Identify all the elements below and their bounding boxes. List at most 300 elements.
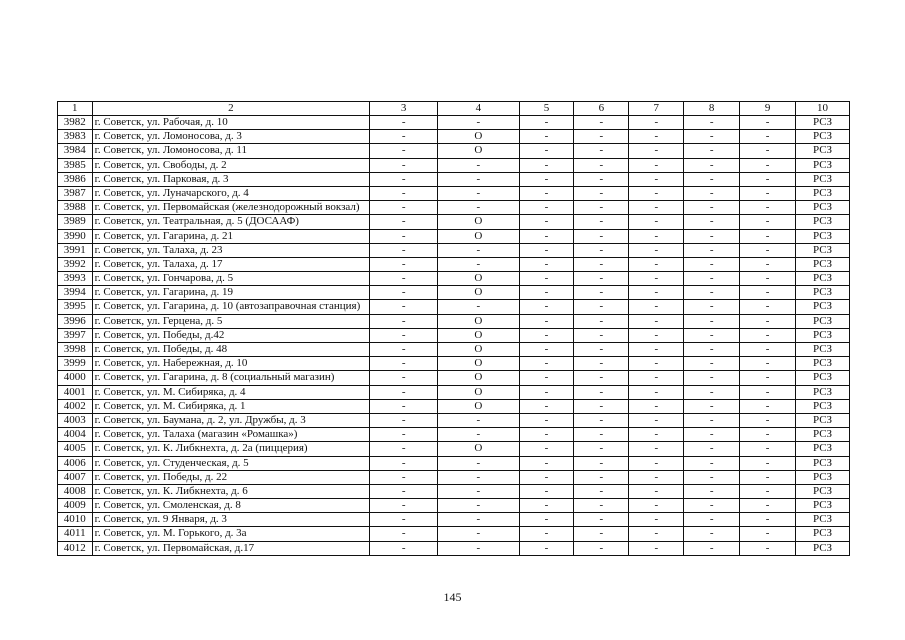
zone-code-cell: РСЗ bbox=[796, 300, 850, 314]
mark-cell: - bbox=[629, 243, 684, 257]
mark-cell: - bbox=[574, 243, 629, 257]
zone-code-cell: РСЗ bbox=[796, 172, 850, 186]
mark-cell: - bbox=[740, 272, 796, 286]
zone-code-cell: РСЗ bbox=[796, 499, 850, 513]
mark-cell: - bbox=[629, 215, 684, 229]
mark-cell: О bbox=[438, 385, 519, 399]
row-number: 3994 bbox=[58, 286, 93, 300]
mark-cell: - bbox=[519, 385, 574, 399]
mark-cell: - bbox=[370, 470, 438, 484]
mark-cell: О bbox=[438, 314, 519, 328]
zone-code-cell: РСЗ bbox=[796, 513, 850, 527]
mark-cell: - bbox=[370, 527, 438, 541]
mark-cell: О bbox=[438, 343, 519, 357]
row-number: 3989 bbox=[58, 215, 93, 229]
mark-cell: - bbox=[519, 272, 574, 286]
mark-cell: - bbox=[684, 456, 740, 470]
mark-cell: - bbox=[574, 300, 629, 314]
mark-cell: - bbox=[740, 527, 796, 541]
zone-code-cell: РСЗ bbox=[796, 158, 850, 172]
mark-cell: О bbox=[438, 272, 519, 286]
mark-cell: - bbox=[574, 286, 629, 300]
table-row bbox=[58, 172, 850, 186]
mark-cell: - bbox=[438, 499, 519, 513]
mark-cell: - bbox=[370, 442, 438, 456]
zone-code-cell: РСЗ bbox=[796, 286, 850, 300]
mark-cell: - bbox=[519, 357, 574, 371]
mark-cell: - bbox=[684, 413, 740, 427]
mark-cell: - bbox=[684, 442, 740, 456]
mark-cell: - bbox=[574, 470, 629, 484]
mark-cell: - bbox=[574, 357, 629, 371]
address-cell: г. Советск, ул. Рабочая, д. 10 bbox=[92, 116, 370, 130]
column-header: 7 bbox=[629, 102, 684, 116]
mark-cell: - bbox=[370, 201, 438, 215]
mark-cell: - bbox=[370, 428, 438, 442]
row-number: 3999 bbox=[58, 357, 93, 371]
mark-cell: - bbox=[684, 428, 740, 442]
mark-cell: - bbox=[684, 172, 740, 186]
mark-cell: - bbox=[519, 399, 574, 413]
zone-code-cell: РСЗ bbox=[796, 201, 850, 215]
table-row bbox=[58, 328, 850, 342]
mark-cell: - bbox=[684, 484, 740, 498]
mark-cell: - bbox=[519, 229, 574, 243]
table-row bbox=[58, 130, 850, 144]
mark-cell: - bbox=[519, 300, 574, 314]
row-number: 3987 bbox=[58, 186, 93, 200]
mark-cell: - bbox=[740, 357, 796, 371]
row-number: 3991 bbox=[58, 243, 93, 257]
mark-cell: - bbox=[740, 158, 796, 172]
address-cell: г. Советск, ул. Победы, д.42 bbox=[92, 328, 370, 342]
mark-cell: - bbox=[629, 385, 684, 399]
mark-cell: - bbox=[740, 300, 796, 314]
mark-cell: - bbox=[629, 130, 684, 144]
mark-cell: - bbox=[370, 385, 438, 399]
mark-cell: - bbox=[629, 527, 684, 541]
address-cell: г. Советск, ул. Талаха, д. 17 bbox=[92, 257, 370, 271]
mark-cell: - bbox=[574, 428, 629, 442]
address-cell: г. Советск, ул. Победы, д. 22 bbox=[92, 470, 370, 484]
mark-cell: - bbox=[629, 541, 684, 555]
table-row bbox=[58, 499, 850, 513]
mark-cell: - bbox=[519, 286, 574, 300]
mark-cell: - bbox=[740, 328, 796, 342]
mark-cell: - bbox=[629, 300, 684, 314]
address-cell: г. Советск, ул. Свободы, д. 2 bbox=[92, 158, 370, 172]
mark-cell: - bbox=[740, 215, 796, 229]
mark-cell: - bbox=[629, 456, 684, 470]
mark-cell: - bbox=[740, 541, 796, 555]
table-row bbox=[58, 243, 850, 257]
mark-cell: - bbox=[519, 158, 574, 172]
zone-code-cell: РСЗ bbox=[796, 144, 850, 158]
row-number: 4009 bbox=[58, 499, 93, 513]
mark-cell: - bbox=[370, 144, 438, 158]
mark-cell: - bbox=[519, 144, 574, 158]
mark-cell: - bbox=[519, 328, 574, 342]
row-number: 4010 bbox=[58, 513, 93, 527]
zone-code-cell: РСЗ bbox=[796, 428, 850, 442]
mark-cell: - bbox=[629, 470, 684, 484]
mark-cell: - bbox=[370, 286, 438, 300]
address-cell: г. Советск, ул. Баумана, д. 2, ул. Дружбы, д. 3 bbox=[92, 413, 370, 427]
mark-cell: - bbox=[629, 328, 684, 342]
address-cell: г. Советск, ул. К. Либкнехта, д. 6 bbox=[92, 484, 370, 498]
zone-code-cell: РСЗ bbox=[796, 456, 850, 470]
zone-code-cell: РСЗ bbox=[796, 484, 850, 498]
mark-cell: - bbox=[370, 328, 438, 342]
row-number: 4004 bbox=[58, 428, 93, 442]
address-cell: г. Советск, ул. Ломоносова, д. 3 bbox=[92, 130, 370, 144]
row-number: 4003 bbox=[58, 413, 93, 427]
table-header-row bbox=[58, 102, 850, 116]
mark-cell: - bbox=[370, 272, 438, 286]
table-row bbox=[58, 186, 850, 200]
table-row bbox=[58, 144, 850, 158]
mark-cell: - bbox=[629, 172, 684, 186]
mark-cell: - bbox=[438, 158, 519, 172]
table-row bbox=[58, 385, 850, 399]
mark-cell: - bbox=[519, 456, 574, 470]
mark-cell: О bbox=[438, 328, 519, 342]
address-cell: г. Советск, ул. Луначарского, д. 4 bbox=[92, 186, 370, 200]
mark-cell: - bbox=[519, 442, 574, 456]
mark-cell: - bbox=[740, 116, 796, 130]
mark-cell: - bbox=[684, 399, 740, 413]
table-row bbox=[58, 158, 850, 172]
mark-cell: - bbox=[574, 229, 629, 243]
mark-cell: - bbox=[574, 513, 629, 527]
table-row bbox=[58, 513, 850, 527]
mark-cell: - bbox=[740, 343, 796, 357]
mark-cell: - bbox=[438, 428, 519, 442]
mark-cell: - bbox=[370, 499, 438, 513]
row-number: 3995 bbox=[58, 300, 93, 314]
mark-cell: - bbox=[629, 158, 684, 172]
mark-cell: - bbox=[370, 116, 438, 130]
mark-cell: - bbox=[684, 314, 740, 328]
mark-cell: - bbox=[574, 328, 629, 342]
zone-code-cell: РСЗ bbox=[796, 399, 850, 413]
address-cell: г. Советск, ул. Парковая, д. 3 bbox=[92, 172, 370, 186]
zone-code-cell: РСЗ bbox=[796, 314, 850, 328]
mark-cell: О bbox=[438, 229, 519, 243]
mark-cell: - bbox=[519, 541, 574, 555]
zone-code-cell: РСЗ bbox=[796, 186, 850, 200]
mark-cell: - bbox=[438, 470, 519, 484]
mark-cell: - bbox=[574, 413, 629, 427]
table-row bbox=[58, 399, 850, 413]
table-row bbox=[58, 286, 850, 300]
mark-cell: - bbox=[740, 257, 796, 271]
table-row bbox=[58, 343, 850, 357]
address-cell: г. Советск, ул. Театральная, д. 5 (ДОСААФ) bbox=[92, 215, 370, 229]
mark-cell: - bbox=[740, 201, 796, 215]
mark-cell: - bbox=[519, 243, 574, 257]
mark-cell: - bbox=[629, 286, 684, 300]
mark-cell: - bbox=[519, 201, 574, 215]
mark-cell: - bbox=[684, 286, 740, 300]
address-cell: г. Советск, ул. Гагарина, д. 8 (социальный магазин) bbox=[92, 371, 370, 385]
data-table bbox=[57, 101, 850, 556]
mark-cell: - bbox=[574, 314, 629, 328]
table-row bbox=[58, 456, 850, 470]
table-row bbox=[58, 201, 850, 215]
table-row bbox=[58, 357, 850, 371]
mark-cell: - bbox=[574, 371, 629, 385]
mark-cell: - bbox=[629, 484, 684, 498]
mark-cell: - bbox=[684, 215, 740, 229]
mark-cell: - bbox=[438, 257, 519, 271]
mark-cell: - bbox=[519, 314, 574, 328]
mark-cell: - bbox=[740, 286, 796, 300]
mark-cell: - bbox=[684, 116, 740, 130]
mark-cell: - bbox=[519, 215, 574, 229]
mark-cell: - bbox=[370, 343, 438, 357]
mark-cell: - bbox=[684, 272, 740, 286]
mark-cell: - bbox=[684, 130, 740, 144]
mark-cell: - bbox=[438, 527, 519, 541]
mark-cell: - bbox=[574, 399, 629, 413]
mark-cell: - bbox=[370, 158, 438, 172]
mark-cell: - bbox=[519, 116, 574, 130]
row-number: 3986 bbox=[58, 172, 93, 186]
column-header: 2 bbox=[92, 102, 370, 116]
row-number: 4008 bbox=[58, 484, 93, 498]
mark-cell: О bbox=[438, 442, 519, 456]
zone-code-cell: РСЗ bbox=[796, 357, 850, 371]
mark-cell: - bbox=[370, 513, 438, 527]
address-cell: г. Советск, ул. М. Сибиряка, д. 4 bbox=[92, 385, 370, 399]
address-cell: г. Советск, ул. Смоленская, д. 8 bbox=[92, 499, 370, 513]
row-number: 4012 bbox=[58, 541, 93, 555]
table-row bbox=[58, 484, 850, 498]
mark-cell: - bbox=[684, 229, 740, 243]
table-row bbox=[58, 541, 850, 555]
mark-cell: - bbox=[684, 499, 740, 513]
mark-cell: - bbox=[629, 428, 684, 442]
row-number: 3993 bbox=[58, 272, 93, 286]
zone-code-cell: РСЗ bbox=[796, 541, 850, 555]
mark-cell: О bbox=[438, 399, 519, 413]
row-number: 3998 bbox=[58, 343, 93, 357]
address-cell: г. Советск, ул. Набережная, д. 10 bbox=[92, 357, 370, 371]
mark-cell: - bbox=[629, 343, 684, 357]
mark-cell: - bbox=[370, 413, 438, 427]
mark-cell: - bbox=[574, 499, 629, 513]
mark-cell: - bbox=[574, 257, 629, 271]
mark-cell: - bbox=[629, 201, 684, 215]
mark-cell: - bbox=[370, 172, 438, 186]
row-number: 3996 bbox=[58, 314, 93, 328]
mark-cell: - bbox=[629, 357, 684, 371]
mark-cell: - bbox=[740, 513, 796, 527]
mark-cell: - bbox=[629, 272, 684, 286]
mark-cell: - bbox=[740, 172, 796, 186]
mark-cell: - bbox=[684, 357, 740, 371]
zone-code-cell: РСЗ bbox=[796, 527, 850, 541]
mark-cell: - bbox=[574, 385, 629, 399]
mark-cell: - bbox=[370, 300, 438, 314]
mark-cell: - bbox=[740, 243, 796, 257]
mark-cell: - bbox=[438, 186, 519, 200]
zone-code-cell: РСЗ bbox=[796, 229, 850, 243]
zone-code-cell: РСЗ bbox=[796, 257, 850, 271]
row-number: 4005 bbox=[58, 442, 93, 456]
mark-cell: - bbox=[370, 456, 438, 470]
row-number: 4006 bbox=[58, 456, 93, 470]
mark-cell: - bbox=[740, 399, 796, 413]
mark-cell: - bbox=[740, 229, 796, 243]
mark-cell: - bbox=[740, 371, 796, 385]
address-cell: г. Советск, ул. Талаха, д. 23 bbox=[92, 243, 370, 257]
mark-cell: - bbox=[740, 144, 796, 158]
mark-cell: - bbox=[370, 399, 438, 413]
row-number: 3988 bbox=[58, 201, 93, 215]
address-cell: г. Советск, ул. Гагарина, д. 10 (автозаправочная станция) bbox=[92, 300, 370, 314]
mark-cell: - bbox=[684, 257, 740, 271]
mark-cell: - bbox=[438, 243, 519, 257]
column-header: 4 bbox=[438, 102, 519, 116]
row-number: 3990 bbox=[58, 229, 93, 243]
mark-cell: - bbox=[684, 527, 740, 541]
mark-cell: - bbox=[370, 257, 438, 271]
mark-cell: - bbox=[370, 243, 438, 257]
column-header: 3 bbox=[370, 102, 438, 116]
mark-cell: - bbox=[574, 215, 629, 229]
mark-cell: - bbox=[574, 456, 629, 470]
row-number: 4001 bbox=[58, 385, 93, 399]
address-cell: г. Советск, ул. М. Горького, д. 3а bbox=[92, 527, 370, 541]
mark-cell: - bbox=[629, 371, 684, 385]
row-number: 3992 bbox=[58, 257, 93, 271]
mark-cell: - bbox=[519, 186, 574, 200]
table-row bbox=[58, 314, 850, 328]
mark-cell: - bbox=[519, 470, 574, 484]
mark-cell: - bbox=[574, 527, 629, 541]
address-cell: г. Советск, ул. К. Либкнехта, д. 2а (пиццерия) bbox=[92, 442, 370, 456]
mark-cell: - bbox=[370, 484, 438, 498]
mark-cell: - bbox=[438, 413, 519, 427]
table-row bbox=[58, 527, 850, 541]
mark-cell: - bbox=[519, 257, 574, 271]
mark-cell: - bbox=[629, 413, 684, 427]
mark-cell: - bbox=[370, 130, 438, 144]
mark-cell: - bbox=[519, 343, 574, 357]
mark-cell: - bbox=[519, 172, 574, 186]
mark-cell: - bbox=[684, 385, 740, 399]
zone-code-cell: РСЗ bbox=[796, 243, 850, 257]
table-row bbox=[58, 272, 850, 286]
table-row bbox=[58, 470, 850, 484]
mark-cell: - bbox=[684, 328, 740, 342]
zone-code-cell: РСЗ bbox=[796, 385, 850, 399]
mark-cell: - bbox=[629, 499, 684, 513]
page-number: 145 bbox=[443, 590, 462, 604]
zone-code-cell: РСЗ bbox=[796, 116, 850, 130]
zone-code-cell: РСЗ bbox=[796, 371, 850, 385]
mark-cell: - bbox=[629, 513, 684, 527]
mark-cell: - bbox=[740, 499, 796, 513]
address-cell: г. Советск, ул. Гагарина, д. 19 bbox=[92, 286, 370, 300]
mark-cell: - bbox=[370, 541, 438, 555]
mark-cell: - bbox=[574, 484, 629, 498]
row-number: 3982 bbox=[58, 116, 93, 130]
column-header: 6 bbox=[574, 102, 629, 116]
mark-cell: - bbox=[574, 541, 629, 555]
mark-cell: - bbox=[629, 229, 684, 243]
mark-cell: - bbox=[438, 201, 519, 215]
mark-cell: - bbox=[370, 215, 438, 229]
zone-code-cell: РСЗ bbox=[796, 272, 850, 286]
table-row bbox=[58, 428, 850, 442]
zone-code-cell: РСЗ bbox=[796, 413, 850, 427]
mark-cell: - bbox=[740, 385, 796, 399]
table-body bbox=[58, 116, 850, 556]
table-row bbox=[58, 300, 850, 314]
address-cell: г. Советск, ул. Герцена, д. 5 bbox=[92, 314, 370, 328]
mark-cell: О bbox=[438, 144, 519, 158]
zone-code-cell: РСЗ bbox=[796, 470, 850, 484]
address-cell: г. Советск, ул. Первомайская (железнодорожный вокзал) bbox=[92, 201, 370, 215]
mark-cell: - bbox=[740, 470, 796, 484]
row-number: 4007 bbox=[58, 470, 93, 484]
address-cell: г. Советск, ул. 9 Января, д. 3 bbox=[92, 513, 370, 527]
mark-cell: - bbox=[519, 499, 574, 513]
row-number: 3985 bbox=[58, 158, 93, 172]
mark-cell: - bbox=[574, 272, 629, 286]
mark-cell: О bbox=[438, 286, 519, 300]
mark-cell: - bbox=[684, 343, 740, 357]
mark-cell: - bbox=[740, 442, 796, 456]
mark-cell: - bbox=[370, 314, 438, 328]
mark-cell: - bbox=[684, 470, 740, 484]
mark-cell: - bbox=[629, 257, 684, 271]
table-row bbox=[58, 371, 850, 385]
zone-code-cell: РСЗ bbox=[796, 130, 850, 144]
mark-cell: - bbox=[574, 116, 629, 130]
mark-cell: - bbox=[438, 456, 519, 470]
mark-cell: - bbox=[438, 484, 519, 498]
mark-cell: - bbox=[519, 484, 574, 498]
row-number: 4000 bbox=[58, 371, 93, 385]
mark-cell: - bbox=[684, 243, 740, 257]
address-cell: г. Советск, ул. Первомайская, д.17 bbox=[92, 541, 370, 555]
row-number: 3984 bbox=[58, 144, 93, 158]
mark-cell: - bbox=[574, 130, 629, 144]
mark-cell: - bbox=[740, 484, 796, 498]
row-number: 4011 bbox=[58, 527, 93, 541]
mark-cell: - bbox=[574, 201, 629, 215]
mark-cell: - bbox=[370, 371, 438, 385]
column-header: 5 bbox=[519, 102, 574, 116]
mark-cell: - bbox=[629, 144, 684, 158]
address-cell: г. Советск, ул. Талаха (магазин «Ромашка») bbox=[92, 428, 370, 442]
mark-cell: - bbox=[519, 513, 574, 527]
mark-cell: - bbox=[438, 116, 519, 130]
mark-cell: - bbox=[684, 201, 740, 215]
mark-cell: - bbox=[684, 513, 740, 527]
table-row bbox=[58, 413, 850, 427]
mark-cell: - bbox=[574, 172, 629, 186]
zone-code-cell: РСЗ bbox=[796, 442, 850, 456]
mark-cell: - bbox=[629, 186, 684, 200]
address-cell: г. Советск, ул. Гончарова, д. 5 bbox=[92, 272, 370, 286]
mark-cell: - bbox=[574, 158, 629, 172]
mark-cell: О bbox=[438, 215, 519, 229]
